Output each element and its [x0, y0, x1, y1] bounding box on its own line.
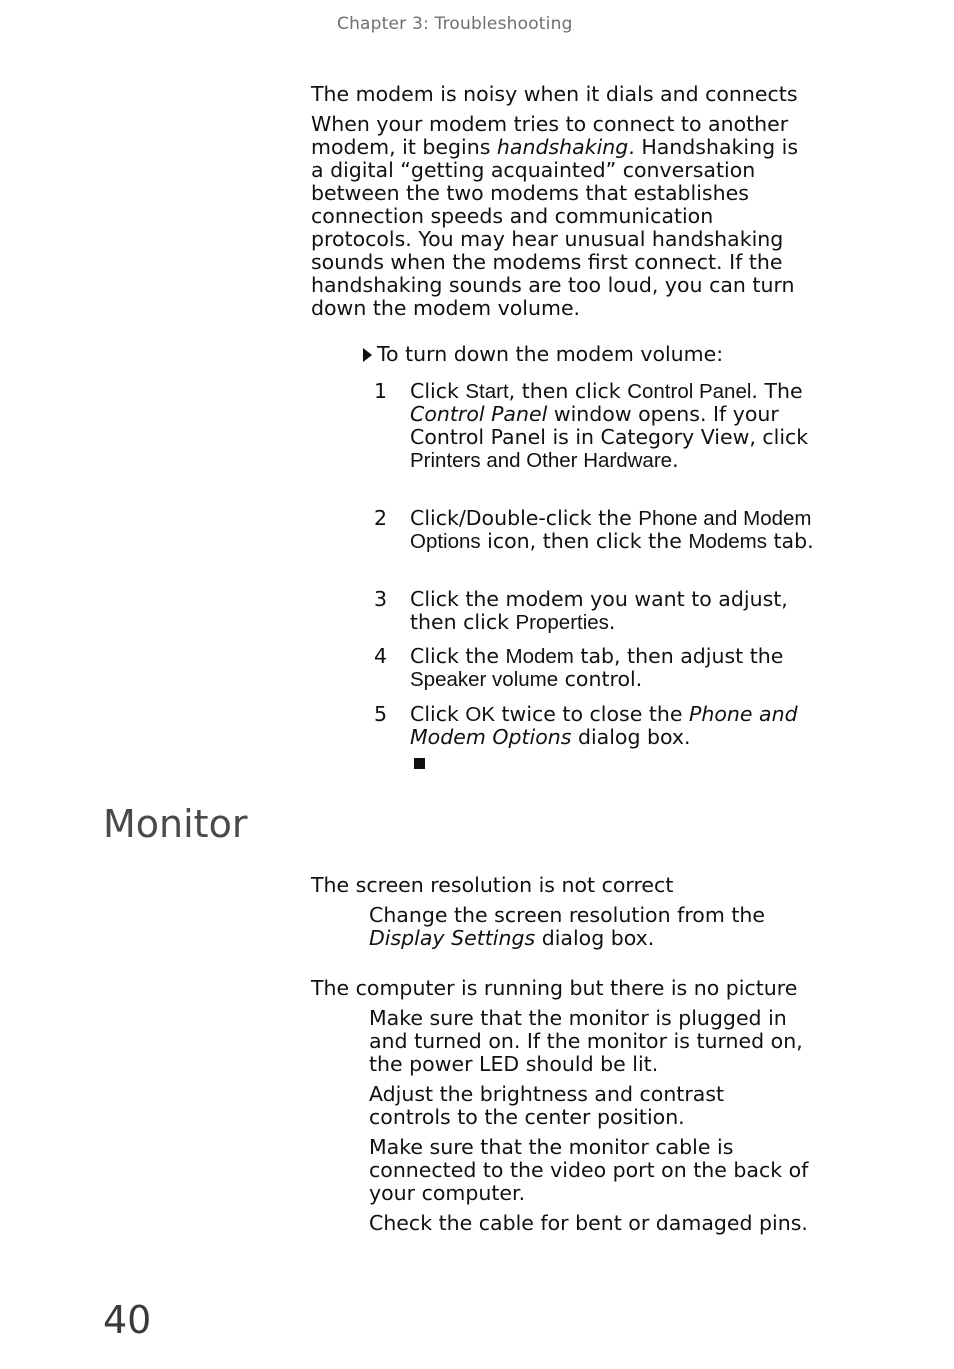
step-number: 5 — [374, 702, 388, 726]
step-number: 3 — [374, 587, 388, 611]
triangle-bullet-icon — [363, 348, 372, 362]
procedure-title: To turn down the modem volume: — [363, 343, 823, 366]
step-text: Click OK twice to close the Phone and Modem Options dialog box. — [410, 702, 798, 749]
no-picture-paragraph: Make sure that the monitor is plugged in and turned on. If the monitor is turned on, the power LED should be lit. — [369, 1006, 803, 1076]
section-title-monitor: Monitor — [103, 802, 248, 846]
end-of-procedure-icon — [414, 758, 425, 769]
step-number: 4 — [374, 644, 388, 668]
resolution-heading: The screen resolution is not correct — [311, 873, 674, 897]
no-picture-paragraph: Make sure that the monitor cable is connected to the video port on the back of your computer. — [369, 1135, 809, 1205]
no-picture-paragraph: Check the cable for bent or damaged pins. — [369, 1211, 808, 1235]
no-picture-paragraph: Adjust the brightness and contrast controls to the center position. — [369, 1082, 725, 1129]
modem-handshake-paragraph: When your modem tries to connect to another modem, it begins handshaking. Handshaking is a digital “getting acquainted” conversation between the two modems that establishes connection speeds and communication protocols. You may hear unusual handshaking sounds when the modems first connect. If the handshaking sounds are too loud, you can turn down the modem volume. — [311, 112, 799, 320]
step-text: Click Start, then click Control Panel. The Control Panel window opens. If your Control Panel is in Category View, click Printers and Other Hardware. — [410, 379, 809, 472]
step-text: Click/Double-click the Phone and Modem Options icon, then click the Modems tab. — [410, 506, 814, 553]
page-number: 40 — [103, 1298, 152, 1342]
modem-noisy-heading: The modem is noisy when it dials and connects — [311, 82, 798, 106]
step-number: 1 — [374, 379, 388, 403]
step-number: 2 — [374, 506, 388, 530]
resolution-paragraph: Change the screen resolution from the Display Settings dialog box. — [369, 903, 765, 950]
step-text: Click the modem you want to adjust, then click Properties. — [410, 587, 788, 634]
step-text: Click the Modem tab, then adjust the Speaker volume control. — [410, 644, 784, 691]
no-picture-heading: The computer is running but there is no picture — [311, 976, 798, 1000]
